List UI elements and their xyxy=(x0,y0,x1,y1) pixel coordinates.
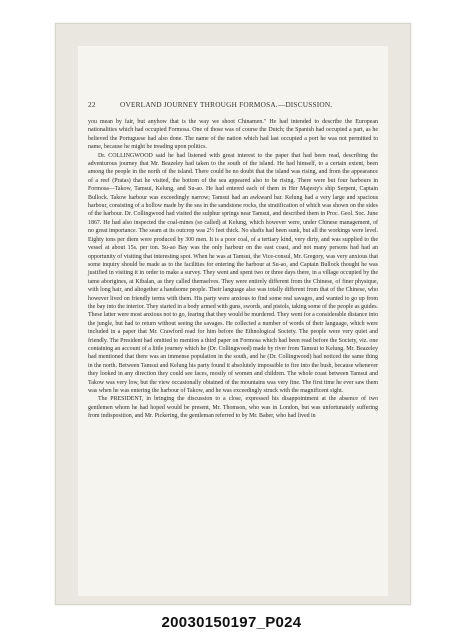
paragraph: you mean by fair, but anyhow that is the way we shoot Chinamen." He had intended to describe the European nationalities which had occupied Formosa. One of those was of course the Dutch; the Spanish had occupied a part, as he believed the Portuguese had also done. The name of the nation which had last occupied a port he was not permitted to name, because he might be treading upon politics. xyxy=(88,119,378,151)
paragraph: The PRESIDENT, in bringing the discussion to a close, expressed his disappointment at the absence of two gentlemen whom he had hoped would be present, Mr. Thomson, who was in London, but was unfortunately suffering from indisposition, and Mr. Pickering, the gentleman referred to by Mr. Baber, who had lived in xyxy=(88,396,378,420)
running-title: OVERLAND JOURNEY THROUGH FORMOSA.—DISCUSSION. xyxy=(120,100,333,109)
body-text xyxy=(88,118,378,421)
book-page xyxy=(78,46,388,596)
scanned-page-image xyxy=(55,23,411,605)
image-id-label: 20030150197_P024 xyxy=(161,614,302,631)
paragraph: Dr. COLLINGWOOD said he had listened with great interest to the paper that had been read, describing the adventurous journey that Mr. Beazeley had taken to the south of the island. He had himself, to a certain extent, been among the people in the north of the island. There could be no doubt that the island was rising, and from the appearance of a reef (Pratas) that he visited, the bottom of the sea appeared also to be rising. There were but four harbours in Formosa—Takow, Tamsui, Kelung, and Su-ao. He had entered each of them in Her Majesty's ship Serpent, Captain Bullock. Takow harbour was exceedingly narrow; Tamsui had an awkward bar. Kelung had a very large and spacious harbour, consisting of a hollow made by the sea in the sandstone rocks, the stratification of which was shown on the sides of the harbour. Dr. Collingwood had visited the sulphur springs near Tamsui, and described them in Proc. Geol. Soc. June 1867. He had also inspected the coal-mines (so called) at Kelung, which however were, under Chinese management, of no great importance. The seam at its outcrop was 2½ feet thick. No shafts had been sunk, but all the workings were level. Eighty tons per diem were produced by 300 men. It is a poor coal, of a tertiary kind, very dirty, and was supplied to the vessel at about 15s. per ton. Su-ao Bay was the only harbour on the east coast, and not many persons had had an opportunity of visiting that interesting spot. When he was at Tamsui, the Vice-consul, Mr. Gregory, was very anxious that some inquiry should be made as to the facilities for entering the harbour at Su-ao, and Captain Bullock thought he was justified in visiting it in order to make a survey. They went and spent two or three days there, in a village occupied by the tame aborigines, at Kibalan, as they called themselves. They were entirely different from the Chinese, of finer physique, with long hair, and altogether a handsome people. Their language also was totally different from that of the Chinese, who however lived on friendly terms with them. His party were anxious to find some real savages, and wanted to go up from the bay into the interior. They started in a body armed with guns, swords, and pistols, taking some of the people as guides. These latter were most anxious not to go, fearing that they would be murdered. They went for a considerable distance into the jungle, but had to return without seeing the savages. He collected a number of words of their language, which were included in a paper that Mr. Crawford read for him before the Ethnological Society. The people were very quiet and friendly. The President had omitted to mention a third paper on Formosa which had been read before the Society, viz. one containing an account of a little journey which he (Dr. Collingwood) made by river from Tamsui to Kelung. Mr. Beazeley had mentioned that there was an immense population in the south, and he (Dr. Collingwood) had noticed the same thing in the north. Between Tamsui and Kelung his party found it absolutely impossible to fire into the bush, because whenever they looked in any direction they could see faces, mostly of women and children. The whole coast between Tamsui and Takow was very low, but the view occasionally obtained of the mountains was very fine. The first time he ever saw them was when he was entering the harbour of Takow, and he was exceedingly struck with the magnificent sight. xyxy=(88,152,378,394)
page-number: 22 xyxy=(88,100,96,109)
running-header xyxy=(88,100,378,109)
